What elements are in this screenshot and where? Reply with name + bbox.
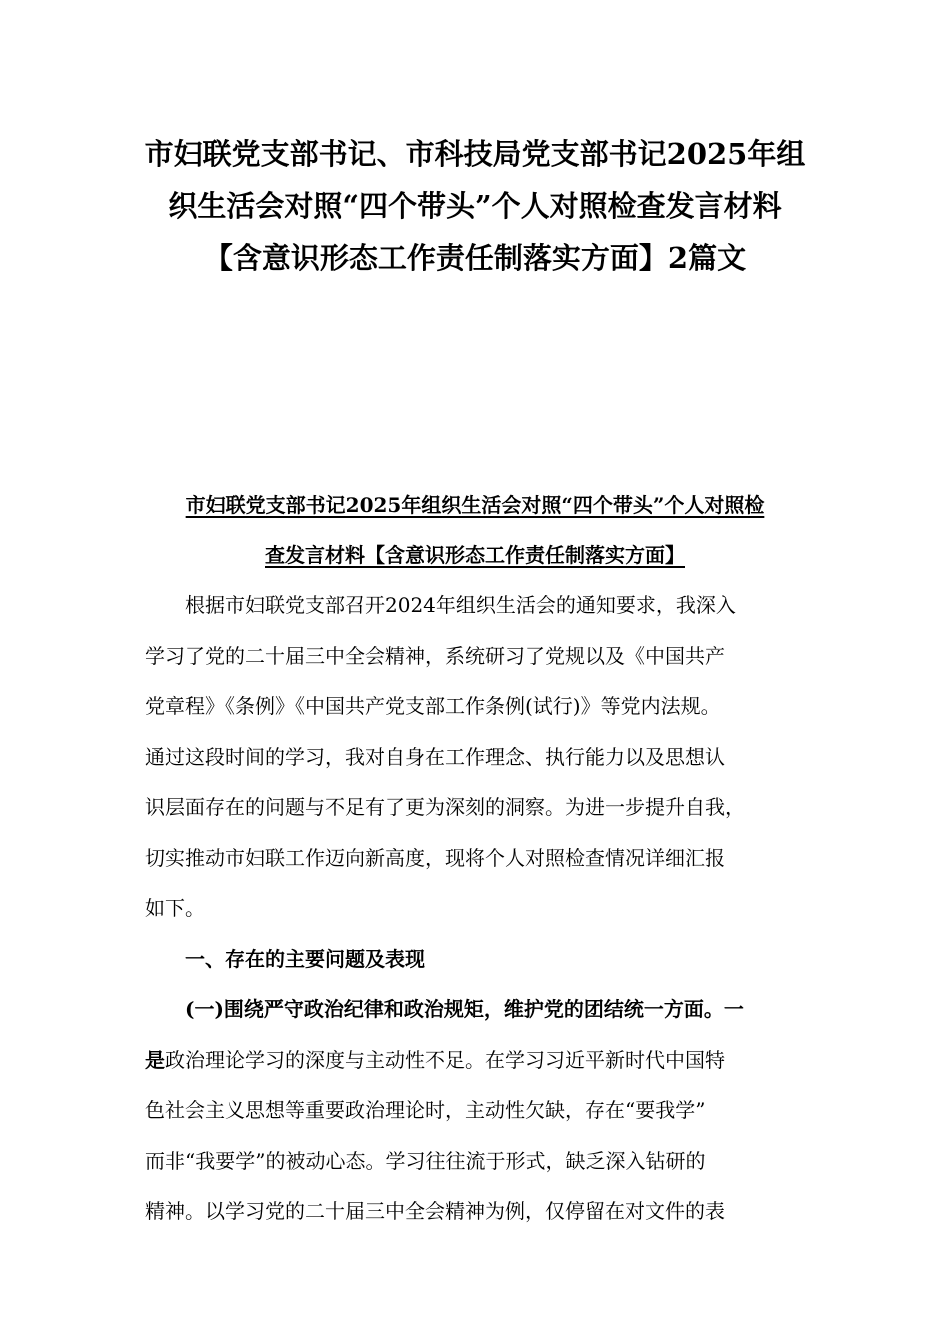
lead-word: 是 [145, 1047, 165, 1072]
paragraph-line: 切实推动市妇联工作迈向新高度，现将个人对照检查情况详细汇报 [145, 845, 725, 870]
article-title-line: 查发言材料【含意识形态工作责任制落实方面】 [265, 543, 685, 567]
subsection-heading: (一)围绕严守政治纪律和政治规矩，维护党的团结统一方面。一 [185, 997, 744, 1021]
article-title-line: 市妇联党支部书记2025年组织生活会对照“四个带头”个人对照检 [185, 493, 765, 517]
document-title [120, 128, 830, 284]
article-title [110, 480, 840, 580]
paragraph-line: 根据市妇联党支部召开2024年组织生活会的通知要求，我深入 [185, 593, 736, 617]
document-title-line: 【含意识形态工作责任制落实方面】2篇文 [203, 241, 747, 275]
paragraph-line [145, 1035, 825, 1086]
paragraph-line: 通过这段时间的学习，我对自身在工作理念、执行能力以及思想认 [145, 744, 725, 769]
article-body [145, 580, 825, 1237]
paragraph-line: 党章程》《条例》《中国共产党支部工作条例(试行)》等党内法规。 [145, 694, 721, 718]
paragraph-line: 如下。 [145, 896, 205, 920]
paragraph-line: 精神。以学习党的二十届三中全会精神为例，仅停留在对文件的表 [145, 1199, 725, 1223]
document-title-line: 市妇联党支部书记、市科技局党支部书记2025年组 [144, 137, 806, 171]
document-title-line: 织生活会对照“四个带头”个人对照检查发言材料 [168, 189, 782, 223]
paragraph-line: 学习了党的二十届三中全会精神，系统研习了党规以及《中国共产 [145, 643, 725, 668]
paragraph-line: 色社会主义思想等重要政治理论时，主动性欠缺，存在“要我学” [145, 1098, 706, 1122]
paragraph-line: 而非“我要学”的被动心态。学习往往流于形式，缺乏深入钻研的 [145, 1148, 706, 1173]
section-heading: 一、存在的主要问题及表现 [185, 946, 425, 971]
paragraph-line: 识层面存在的问题与不足有了更为深刻的洞察。为进一步提升自我， [145, 795, 745, 819]
lead-text: 政治理论学习的深度与主动性不足。在学习习近平新时代中国特 [165, 1047, 725, 1072]
